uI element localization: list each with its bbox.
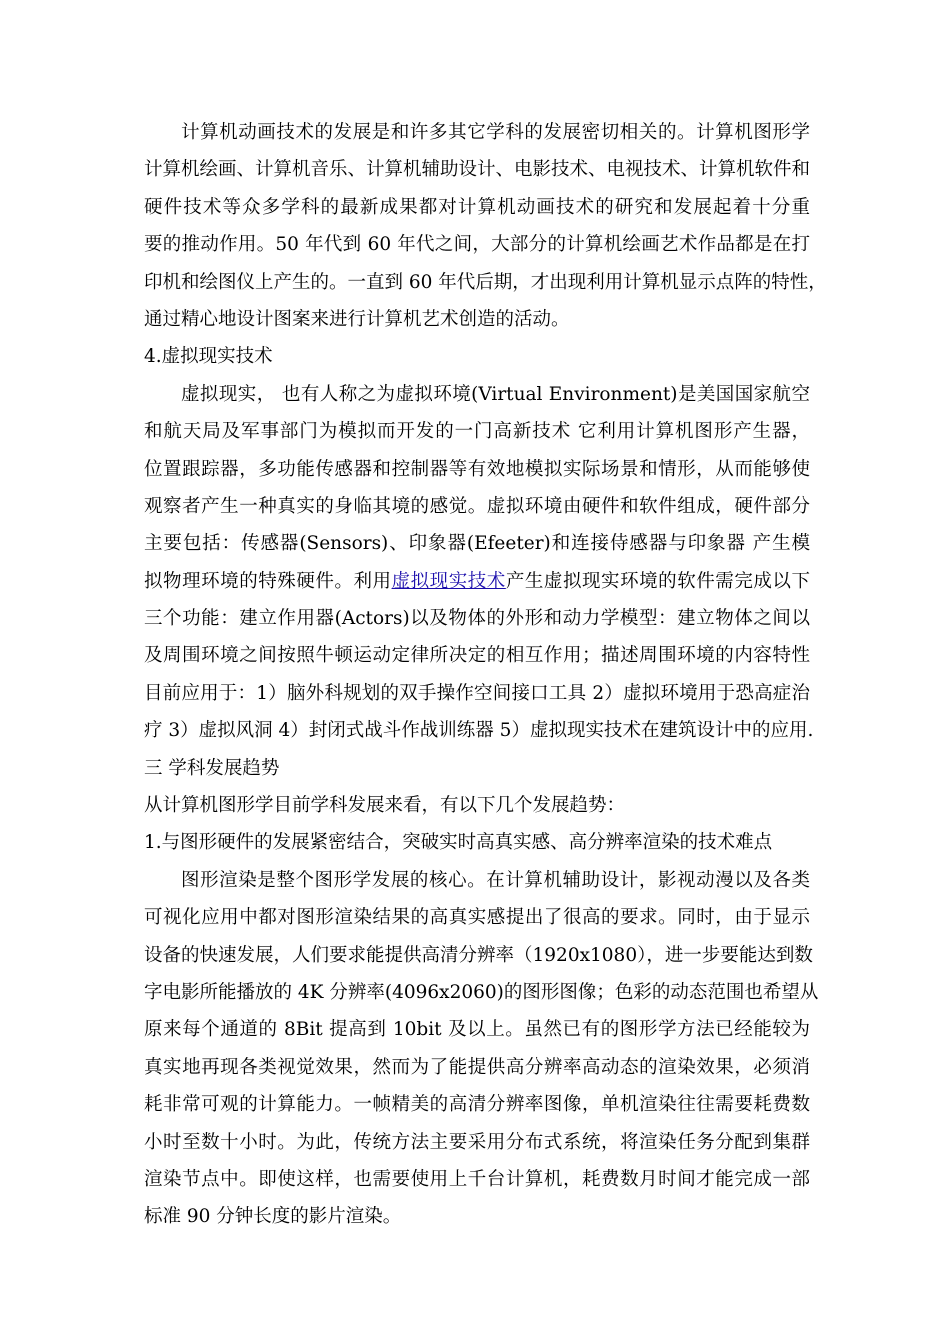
paragraph-line: 标准 90 分钟长度的影片渲染。 (144, 1206, 402, 1228)
paragraph-line: 疗 3）虚拟风洞 4）封闭式战斗作战训练器 5）虚拟现实技术在建筑设计中的应用. (144, 720, 814, 742)
vr-technology-link[interactable]: 虚拟现实技术 (391, 570, 506, 592)
subsection-heading-trend1: 1.与图形硬件的发展紧密结合，突破实时高真实感、高分辨率渲染的技术难点 (144, 832, 773, 854)
link-prefix-text: 拟物理环境的特殊硬件。利用 (144, 570, 392, 592)
paragraph-line: 主要包括：传感器(Sensors)、印象器(Efeeter)和连接侍感器与印象器 产生模 (144, 533, 810, 555)
paragraph-line: 设备的快速发展，人们要求能提供高清分辨率（1920x1080），进一步要能达到数 (144, 944, 813, 966)
paragraph-line: 计算机动画技术的发展是和许多其它学科的发展密切相关的。计算机图形学 (181, 122, 810, 143)
paragraph-line: 字电影所能播放的 4K 分辨率(4096x2060)的图形图像；色彩的动态范围也希望从 (144, 981, 819, 1003)
paragraph-line: 原来每个通道的 8Bit 提高到 10bit 及以上。虽然已有的图形学方法已经能较为 (144, 1019, 810, 1041)
trend-intro: 从计算机图形学目前学科发展来看，有以下几个发展趋势： (144, 795, 626, 817)
paragraph-line: 小时至数十小时。为此，传统方法主要采用分布式系统，将渲染任务分配到集群 (144, 1131, 810, 1153)
paragraph-line: 计算机绘画、计算机音乐、计算机辅助设计、电影技术、电视技术、计算机软件和 (144, 159, 811, 181)
paragraph-line: 和航天局及军事部门为模拟而开发的一门高新技术 它利用计算机图形产生器， (144, 421, 810, 443)
paragraph-line-with-link (144, 563, 810, 600)
paragraph-line: 渲染节点中。即使这样，也需要使用上千台计算机，耗费数月时间才能完成一部 (144, 1168, 810, 1190)
link-suffix-text: 产生虚拟现实环境的软件需完成以下 (505, 570, 810, 592)
paragraph-line: 虚拟现实， 也有人称之为虚拟环境(Virtual Environment)是美国国家航空 (181, 383, 810, 405)
paragraph-line: 图形渲染是整个图形学发展的核心。在计算机辅助设计，影视动漫以及各类 (181, 869, 810, 891)
paragraph-line: 硬件技术等众多学科的最新成果都对计算机动画技术的研究和发展起着十分重 (144, 196, 810, 218)
paragraph-line: 观察者产生一种真实的身临其境的感觉。虚拟环境由硬件和软件组成，硬件部分 (144, 495, 810, 517)
paragraph-line: 及周围环境之间按照牛顿运动定律所决定的相互作用；描述周围环境的内容特性 (144, 645, 810, 667)
paragraph-line: 印机和绘图仪上产生的。一直到 60 年代后期，才出现利用计算机显示点阵的特性， (144, 271, 827, 293)
section-heading-trend: 三 学科发展趋势 (144, 757, 280, 779)
paragraph-line: 耗非常可观的计算能力。一帧精美的高清分辨率图像，单机渲染往往需要耗费数 (144, 1094, 810, 1116)
paragraph-line: 可视化应用中都对图形渲染结果的高真实感提出了很高的要求。同时，由于显示 (144, 907, 810, 929)
paragraph-line: 位置跟踪器，多功能传感器和控制器等有效地模拟实际场景和情形，从而能够使 (144, 458, 810, 480)
document-page (144, 114, 827, 1236)
paragraph-line: 三个功能：建立作用器(Actors)以及物体的外形和动力学模型：建立物体之间以 (144, 608, 810, 630)
paragraph-line: 目前应用于：1）脑外科规划的双手操作空间接口工具 2）虚拟环境用于恐高症治 (144, 682, 810, 704)
paragraph-line: 要的推动作用。50 年代到 60 年代之间，大部分的计算机绘画艺术作品都是在打 (144, 234, 810, 256)
paragraph-line: 通过精心地设计图案来进行计算机艺术创造的活动。 (144, 308, 570, 330)
paragraph-line: 真实地再现各类视觉效果，然而为了能提供高分辨率高动态的渲染效果，必须消 (144, 1056, 810, 1078)
section-heading-vr: 4.虚拟现实技术 (144, 346, 273, 368)
